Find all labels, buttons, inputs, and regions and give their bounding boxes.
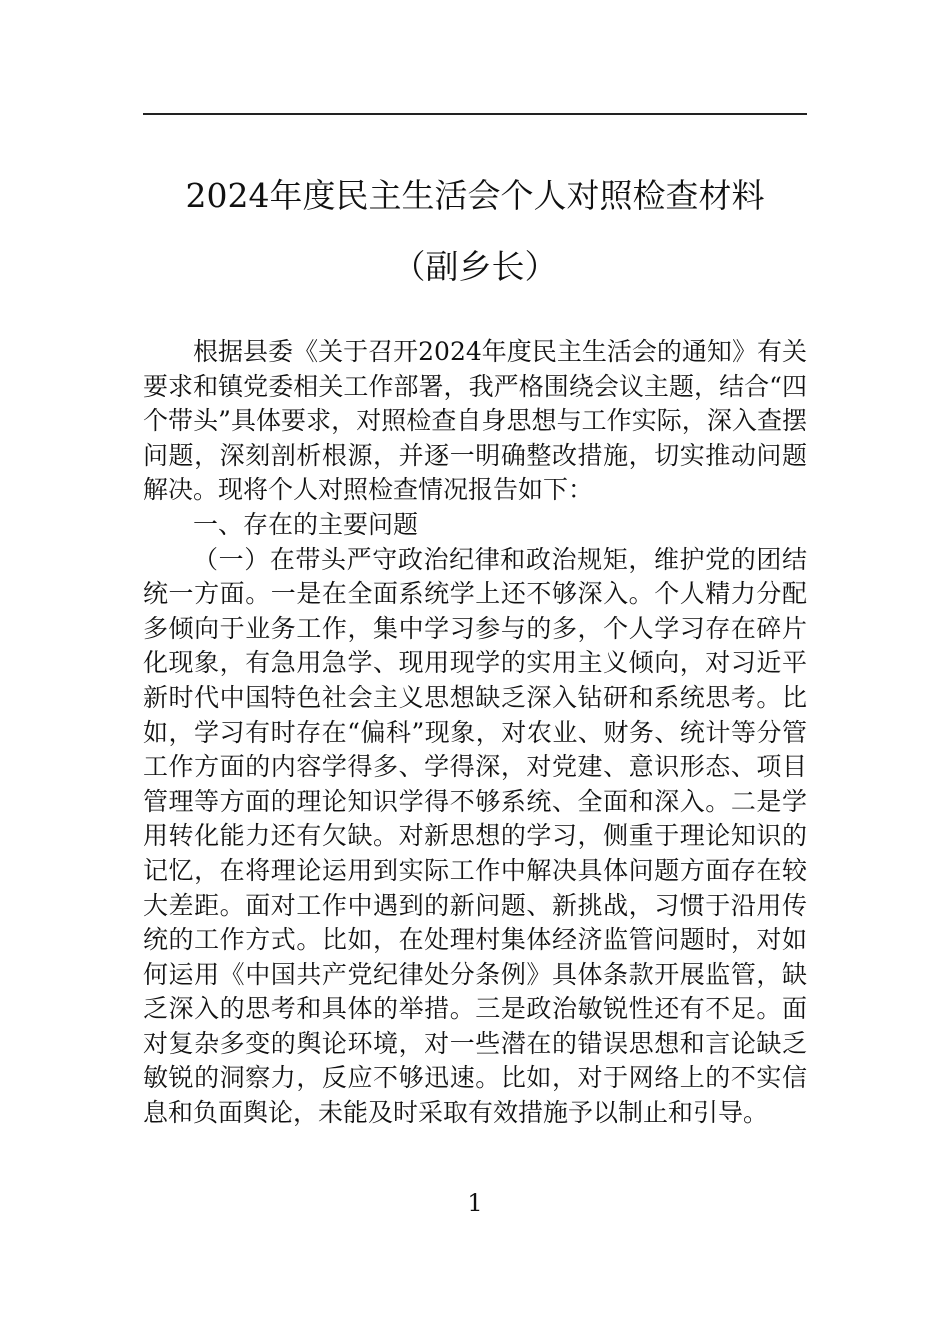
top-divider <box>143 113 807 115</box>
page-number: 1 <box>467 1189 483 1217</box>
document-body <box>143 335 807 1131</box>
section-heading: 一、存在的主要问题 <box>193 509 419 539</box>
paragraph-intro: 根据县委《关于召开2024年度民主生活会的通知》有关要求和镇党委相关工作部署，我严格围绕会议主题，结合“四个带头”具体要求，对照检查自身思想与工作实际，深入查摆问题，深刻剖析根源，并逐一明确整改措施，切实推动问题解决。现将个人对照检查情况报告如下： <box>143 337 807 505</box>
document-title: 2024年度民主生活会个人对照检查材料 <box>185 176 765 215</box>
document-subtitle: （副乡长） <box>392 247 558 286</box>
paragraph-section-1: （一）在带头严守政治纪律和政治规矩，维护党的团结统一方面。一是在全面系统学上还不够深入。个人精力分配多倾向于业务工作，集中学习参与的多，个人学习存在碎片化现象，有急用急学、现用现学的实用主义倾向，对习近平新时代中国特色社会主义思想缺乏深入钻研和系统思考。比如，学习有时存在“偏科”现象，对农业、财务、统计等分管工作方面的内容学得多、学得深，对党建、意识形态、项目管理等方面的理论知识学得不够系统、全面和深入。二是学用转化能力还有欠缺。对新思想的学习，侧重于理论知识的记忆，在将理论运用到实际工作中解决具体问题方面存在较大差距。面对工作中遇到的新问题、新挑战，习惯于沿用传统的工作方式。比如，在处理村集体经济监管问题时，对如何运用《中国共产党纪律处分条例》具体条款开展监管，缺乏深入的思考和具体的举措。三是政治敏锐性还有不足。面对复杂多变的舆论环境，对一些潜在的错误思想和言论缺乏敏锐的洞察力，反应不够迅速。比如，对于网络上的不实信息和负面舆论，未能及时采取有效措施予以制止和引导。 <box>143 544 807 1128</box>
